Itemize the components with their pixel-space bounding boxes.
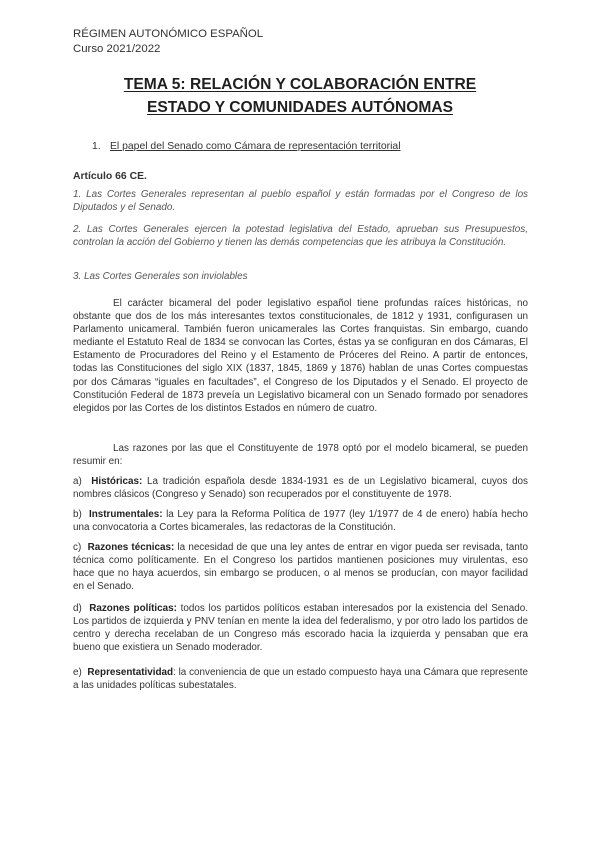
document-header	[73, 27, 263, 57]
reason-item-d	[73, 602, 528, 654]
reason-item-c	[73, 541, 528, 593]
reason-label: Instrumentales:	[88, 509, 163, 520]
reason-letter: c)	[73, 542, 82, 553]
article-item-1: 1. Las Cortes Generales representan al pueblo español y están formadas por el Congreso de los Diputados y el Senado.	[73, 189, 528, 213]
section-number: 1.	[92, 141, 101, 152]
paragraph-reasons-intro: Las razones por las que el Constituyente de 1978 optó por el modelo bicameral, se pueden resumir en:	[73, 443, 528, 468]
reason-text: : la conveniencia de que un estado compuesto haya una Cámara que represente a las unidades políticas subestatales.	[73, 667, 528, 692]
course-name: RÉGIMEN AUTONÓMICO ESPAÑOL	[73, 28, 264, 40]
page-title	[60, 73, 540, 119]
reason-label: Históricas:	[91, 476, 143, 487]
reason-label: Razones políticas:	[89, 603, 177, 614]
article-item-3: 3. Las Cortes Generales son inviolables	[73, 271, 248, 282]
reason-text: la necesidad de que una ley antes de entrar en vigor pueda ser revisada, tanto técnica como políticamente. En el Congreso los partidos mantienen posiciones muy virulentas, eso hace que no haya acuerdos, sin embargo se producen, o al menos se producían, con mayor facilidad en el Senado.	[73, 542, 528, 593]
title-line-1: TEMA 5: RELACIÓN Y COLABORACIÓN ENTRE	[123, 76, 477, 93]
reason-text: la Ley para la Reforma Política de 1977 (ley 1/1977 de 4 de enero) había hecho una convocatoria a Cortes bicamerales, las redactoras de la Constitución.	[73, 509, 528, 534]
article-item-2: 2. Las Cortes Generales ejercen la potestad legislativa del Estado, aprueban sus Presupuestos, controlan la acción del Gobierno y tienen las demás competencias que les atribuya la Constitución.	[73, 224, 528, 248]
paragraph-history: El carácter bicameral del poder legislativo español tiene profundas raíces históricas, no obstante que dos de los más interesantes textos constitucionales, de 1812 y 1931, configurasen un Parlamento unicameral. También fueron unicamerales las Cortes franquistas. Sin embargo, cuando mediante el Estatuto Real de 1834 se convocan las Cortes, éstas ya se configuran en dos Cámaras, El Estamento de Procuradores del Reino y el Estamento de Próceres del Reino. A partir de entonces, todas las Constituciones del siglo XIX (1837, 1845, 1869 y 1876) hablan de unas Cortes compuestas por dos Cámaras “iguales en facultades”, el Congreso de los Diputados y el Senado. El proyecto de Constitución Federal de 1873 preveía un Legislativo bicameral con un Senado formado por senadores elegidos por las Cortes de los distintos Estados en número de cuatro.	[73, 298, 528, 414]
reason-label: Representatividad	[87, 667, 174, 678]
reason-item-a	[73, 475, 528, 501]
article-heading: Artículo 66 CE.	[73, 171, 147, 182]
reason-letter: a)	[73, 476, 82, 487]
section-title: El papel del Senado como Cámara de representación territorial	[110, 141, 401, 152]
reason-label: Razones técnicas:	[87, 542, 175, 553]
course-year: Curso 2021/2022	[73, 43, 161, 55]
reason-text: La tradición española desde 1834-1931 es de un Legislativo bicameral, cuyos dos nombres clásicos (Congreso y Senado) son recuperados por el constituyente de 1978.	[73, 476, 528, 501]
reason-item-e	[73, 666, 528, 692]
title-line-2: ESTADO Y COMUNIDADES AUTÓNOMAS	[146, 99, 454, 116]
reason-item-b	[73, 508, 528, 534]
reason-text: todos los partidos políticos estaban interesados por la existencia del Senado. Los partidos de izquierda y PNV tenían en mente la idea del federalismo, y por otro lado los partidos de centro y derecha recelaban de un Congreso más escorado hacia la izquierda y pensaban que era bueno que existiera un Senado moderador.	[73, 603, 529, 654]
reason-letter: e)	[73, 667, 82, 678]
reason-letter: b)	[73, 509, 82, 520]
section-heading	[92, 140, 401, 154]
reason-letter: d)	[73, 603, 82, 614]
